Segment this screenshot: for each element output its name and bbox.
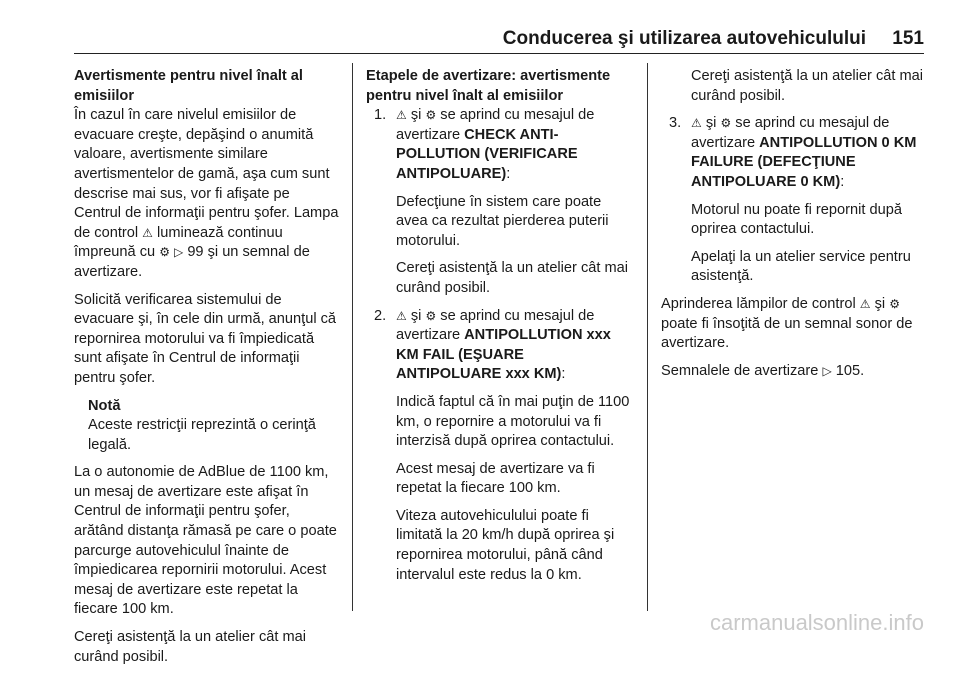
paragraph: Apelaţi la un atelier service pentru asistenţă. <box>691 248 911 285</box>
paragraph-text: În cazul în care nivelul emisiilor de evacuare creşte, depăşind o anumită valoare, avertismente similare avertismentelor de gamă, aşa cum sunt descrise mai sus, vor fi afişate pe Centrul de informaţii pentru şofer. Lampa de control <box>74 107 339 241</box>
column-2 <box>366 67 632 593</box>
paragraph: ⚠ şi ⚙ se aprind cu mesajul de avertizare CHECK ANTI-POLLUTION (VERIFICARE ANTIPOLUARE): <box>396 107 595 182</box>
page-ref-arrow-icon: ▷ <box>822 363 832 378</box>
warning-message: CHECK ANTI-POLLUTION (VERIFICARE ANTIPOLUARE) <box>396 126 578 182</box>
paragraph-text: poate fi însoţită de un semnal sonor de avertizare. <box>661 315 913 352</box>
page-ref-arrow-icon: ▷ <box>174 245 184 260</box>
header-rule <box>74 53 924 54</box>
paragraph-text: 99 şi un semnal de avertizare. <box>74 244 310 280</box>
paragraph-text: şi <box>705 115 717 132</box>
paragraph: Cereţi asistenţă la un atelier cât mai curând posibil. <box>396 260 628 296</box>
item-number: 1. <box>374 107 387 124</box>
emission-warning-icon: ⚠ <box>142 225 153 240</box>
list-item <box>366 307 632 586</box>
note-title: Notă <box>88 397 121 414</box>
emission-warning-icon: ⚠ <box>396 308 407 323</box>
paragraph-text: se aprind cu mesajul de avertizare <box>396 107 595 143</box>
emission-warning-icon: ⚠ <box>396 108 407 123</box>
paragraph-text: se aprind cu mesajul de avertizare <box>691 115 890 151</box>
paragraph: La o autonomie de AdBlue de 1100 km, un mesaj de avertizare este afişat în Centrul de informaţii pentru şofer, arătând distanţa rămasă pe care o poate parcurge autovehiculul înainte de împiedicarea repornirii motorului. Acest mesaj de avertizare este repetat la fiecare 100 km. <box>74 464 337 618</box>
paragraph <box>661 362 927 382</box>
paragraph-text: se aprind cu mesajul de avertizare <box>396 307 595 344</box>
page-number: 151 <box>892 28 924 49</box>
paragraph-text: luminează continuu împreună cu <box>74 224 283 261</box>
paragraph-text: Semnalele de avertizare <box>661 362 819 379</box>
paragraph: Cereţi asistenţă la un atelier cât mai curând posibil. <box>74 629 306 665</box>
column-1 <box>74 67 340 675</box>
header-title: Conducerea şi utilizarea autovehiculului <box>502 28 866 49</box>
paragraph: Acest mesaj de avertizare va fi repetat la fiecare 100 km. <box>396 460 595 497</box>
paragraph-text: şi <box>410 307 422 324</box>
list-item <box>661 114 927 287</box>
engine-icon: ⚙ <box>425 308 437 323</box>
paragraph <box>74 106 340 282</box>
emission-warning-icon: ⚠ <box>859 296 871 311</box>
page-header <box>0 26 960 58</box>
engine-icon: ⚙ <box>425 108 437 123</box>
paragraph: Indică faptul că în mai puţin de 1100 km, o repornire a motorului va fi interzisă după oprirea contactului. <box>396 393 630 450</box>
paragraph: Cereţi asistenţă la un atelier cât mai curând posibil. <box>691 68 923 104</box>
page-ref: 105. <box>835 362 865 379</box>
paragraph: Defecţiune în sistem care poate avea ca rezultat pierderea puterii motorului. <box>396 193 609 249</box>
section-heading: Etapele de avertizare: avertismente pentru nivel înalt al emisiilor <box>366 68 611 104</box>
item-number: 2. <box>374 307 387 324</box>
paragraph-text: şi <box>874 295 886 312</box>
paragraph-text: Aprinderea lămpilor de control <box>661 295 856 312</box>
column-divider <box>352 63 353 611</box>
warning-message: ANTIPOLLUTION 0 KM FAILURE (DEFECŢIUNE ANTIPOLUARE 0 KM) <box>691 134 917 190</box>
column-divider <box>647 63 648 611</box>
watermark: carmanualsonline.info <box>709 610 924 635</box>
paragraph: Solicită verificarea sistemului de evacuare şi, în cele din urmă, anunţul că repornirea motorului va fi împiedicată sunt afişate în Centrul de informaţii pentru şofer. <box>74 291 337 386</box>
engine-icon: ⚙ <box>159 245 170 260</box>
paragraph: ⚠ şi ⚙ se aprind cu mesajul de avertizare ANTIPOLLUTION 0 KM FAILURE (DEFECŢIUNE ANTIPOLUARE 0 KM): <box>691 115 917 190</box>
paragraph-text: şi <box>410 107 422 124</box>
note-text: Aceste restricţii reprezintă o cerinţă legală. <box>88 417 316 453</box>
engine-icon: ⚙ <box>720 116 732 131</box>
engine-icon: ⚙ <box>889 296 900 311</box>
list-item <box>366 106 632 298</box>
emission-warning-icon: ⚠ <box>691 116 702 131</box>
warning-message: ANTIPOLLUTION xxx KM FAIL (EŞUARE ANTIPOLUARE xxx KM) <box>396 327 611 383</box>
column-3 <box>661 67 927 389</box>
paragraph: Viteza autovehiculului poate fi limitată la 20 km/h după oprirea şi repornirea motorului, până când intervalul este redus la 0 km. <box>396 507 615 583</box>
paragraph: ⚠ şi ⚙ se aprind cu mesajul de avertizare ANTIPOLLUTION xxx KM FAIL (EŞUARE ANTIPOLUARE xxx KM): <box>396 307 611 383</box>
paragraph <box>661 295 927 354</box>
item-number: 3. <box>669 115 682 132</box>
section-heading: Avertismente pentru nivel înalt al emisiilor <box>74 68 303 104</box>
paragraph: Motorul nu poate fi repornit după oprirea contactului. <box>691 201 902 238</box>
list-item-continued <box>661 67 927 106</box>
note-block <box>74 397 340 456</box>
